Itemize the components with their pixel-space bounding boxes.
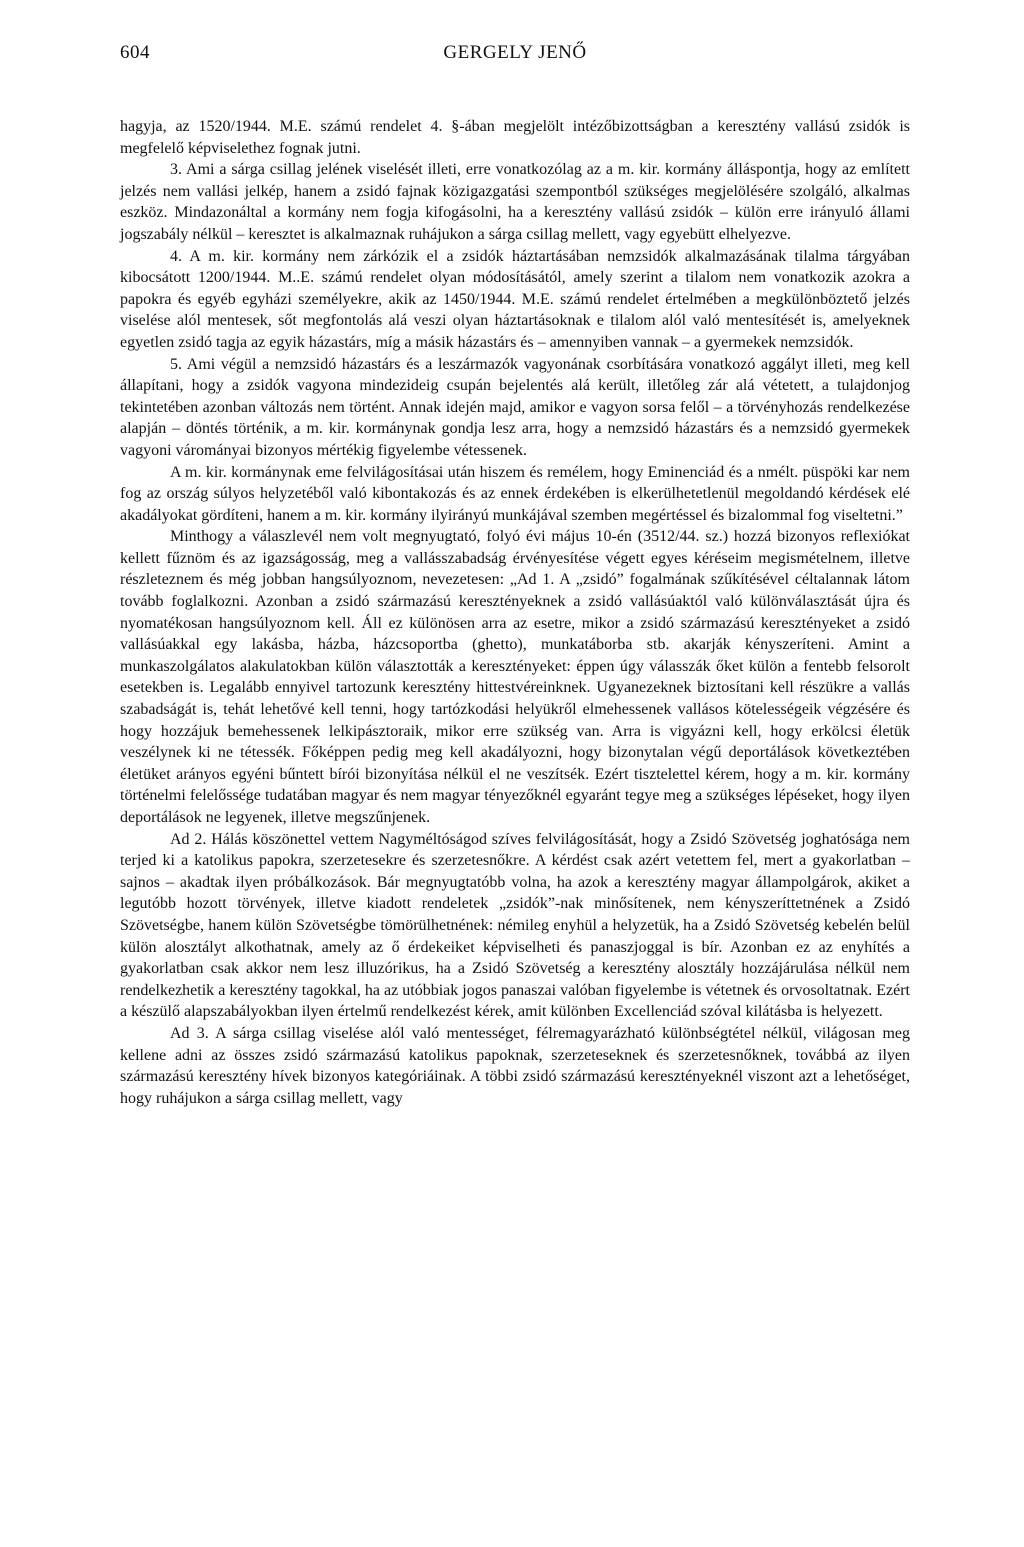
paragraph-continuation: hagyja, az 1520/1944. M.E. számú rendelet 4. §-ában megjelölt intézőbizottságban a keresztény vallású zsidók is megfelelő képviselethez fognak jutni. — [120, 118, 910, 157]
paragraph-point-3: 3. Ami a sárga csillag jelének viselését illeti, erre vonatkozólag az a m. kir. kormány álláspontja, hogy az említett jelzés nem vallási jelkép, hanem a zsidó fajnak közigazgatási szempontból szükséges megjelölésére szolgáló, alkalmas eszköz. Mindazonáltal a kormány nem fogja kifogásolni, ha a keresztény vallású zsidók – külön erre irányuló állami jogszabály nélkül – keresztet is alkalmaznak ruhájukon a sárga csillag mellett, vagy egyebütt elhelyezve. — [120, 161, 910, 243]
paragraph-point-5: 5. Ami végül a nemzsidó házastárs és a leszármazók vagyonának csorbítására vonatkozó aggályt illeti, meg kell állapítani, hogy a zsidók vagyona mindezideig csupán bejelentés alá került, illetőleg zár alá vétetett, a tulajdonjog tekintetében azonban változás nem történt. Annak idején majd, amikor e vagyon sorsa felől – a törvényhozás rendelkezése alapján – döntés történik, a m. kir. kormánynak gondja lesz arra, hogy a nemzsidó házastárs és a nemzsidó gyermekek vagyoni várományai bizonyos mértékig figyelembe vétessenek. — [120, 355, 910, 459]
paragraph-closing: A m. kir. kormánynak eme felvilágosításai után hiszem és remélem, hogy Eminenciád és a nmélt. püspöki kar nem fog az ország súlyos helyzetéből való kibontakozás és az ennek érdekében is elkerülhetetlenül megoldandó kérdések elé akadályokat gördíteni, hanem a m. kir. kormány ilyirányú munkájával szemben megértéssel és bizalommal fog viseltetni.” — [120, 463, 910, 524]
paragraph-ad-2: Ad 2. Hálás köszönettel vettem Nagyméltóságod szíves felvilágosítását, hogy a Zsidó Szövetség joghatósága nem terjed ki a katolikus papokra, szerzetesekre és szerzetesnőkre. A kérdést csak azért vetettem fel, mert a gyakorlatban – sajnos – akadtak ilyen próbálkozások. Bár megnyugtatóbb volna, ha azok a keresztény magyar állampolgárok, akiket a legutóbb hozott törvények, illetve kiadott rendeletek „zsidók”-nak minősítenek, nem kényszeríttetnének a Zsidó Szövetségbe, hanem külön Szövetségbe tömörülhetnének: némileg enyhül a helyzetük, ha a Zsidó Szövetség kebelén belül külön alosztályt alkothatnak, amely az ő érdekeiket képviselheti és panaszjoggal is bír. Azonban ez az enyhítés a gyakorlatban csak akkor nem lesz illuzórikus, ha a Zsidó Szövetség a keresztény alosztály hozzájárulása nélkül nem rendelkezhetik a keresztény tagokkal, ha az utóbbiak jogos panaszai valóban figyelembe is vétetnek és orvosoltatnak. Ezért a készülő alapszabályokban ilyen értelmű rendelkezést kérek, amit különben Excellenciád szóval kilátásba is helyezett. — [120, 830, 910, 1021]
running-head: GERGELY JENŐ — [443, 42, 587, 63]
page-number: 604 — [120, 42, 150, 63]
paragraph-reply: Minthogy a válaszlevél nem volt megnyugtató, folyó évi május 10-én (3512/44. sz.) hozzá bizonyos reflexiókat kellett fűznöm és az igazságosság, meg a vallásszabadság érvényesítése végett egyes kéréseim megismételnem, illetve részleteznem és még jobban hangsúlyoznom, nevezetesen: „Ad 1. A „zsidó” fogalmának szűkítésével céltalannak látom tovább foglalkozni. Azonban a zsidó származású keresztényeknek a zsidó vallásúaktól való különválasztását újra és nyomatékosan hangsúlyoznom kell. Áll ez különösen arra az esetre, mikor a zsidó származású keresztényeket a zsidó vallásúakkal egy lakásba, házba, házcsoportba (ghetto), munkatáborba stb. akarják kényszeríteni. Amint a munkaszolgálatos alakulatokban külön választották a keresztényeket: éppen úgy válasszák őket külön a fentebb felsorolt esetekben is. Legalább ennyivel tartozunk keresztény hittestvéreinknek. Ugyanezeknek biztosítani kell részükre a vallás szabadságát is, tehát lehetővé kell tenni, hogy tartózkodási helyükről elmehessenek vallásos kötelességeik végzésére és hogy hozzájuk bemehessenek lelkipásztoraik, mikor erre szükség van. Arra is vigyázni kell, hogy erkölcsi életük veszélynek ki ne tétessék. Főképpen pedig meg kell akadályozni, hogy bizonytalan végű deportálások következtében életüket arányos egyéni bűntett bírói bizonyítása nélkül el ne veszítsék. Ezért tisztelettel kérem, hogy a m. kir. kormány történelmi felelőssége tudatában magyar és nem magyar tényezőknél egyaránt tegye meg a szükséges lépéseket, hogy ilyen deportálások ne legyenek, illetve megszűnjenek. — [120, 528, 910, 826]
paragraph-point-4: 4. A m. kir. kormány nem zárkózik el a zsidók háztartásában nemzsidók alkalmazásának tilalma tárgyában kibocsátott 1200/1944. M..E. számú rendelet olyan módosításától, amely szerint a tilalom nem vonatkozik azokra a papokra és egyéb egyházi személyekre, akik az 1450/1944. M.E. számú rendelet értelmében a megkülönböztető jelzés viselése alól mentesek, sőt megfontolás alá veszi olyan háztartásoknak e tilalom alól való mentesítését is, amelyeknek egyetlen zsidó tagja az egyik házastárs, míg a másik házastárs és – amennyiben vannak – a gyermekek nemzsidók. — [120, 247, 910, 351]
document-page — [120, 42, 910, 1109]
body-text — [120, 116, 910, 1109]
page-header — [120, 42, 910, 72]
paragraph-ad-3: Ad 3. A sárga csillag viselése alól való mentességet, félremagyarázható különbségtétel nélkül, világosan meg kellene adni az összes zsidó származású katolikus papoknak, szerzeteseknek és szerzetesnőknek, továbbá az ilyen származású keresztény hívek bizonyos kategóriáinak. A többi zsidó származású keresztényeknél viszont azt a lehetőséget, hogy ruhájukon a sárga csillag mellett, vagy — [120, 1024, 910, 1107]
